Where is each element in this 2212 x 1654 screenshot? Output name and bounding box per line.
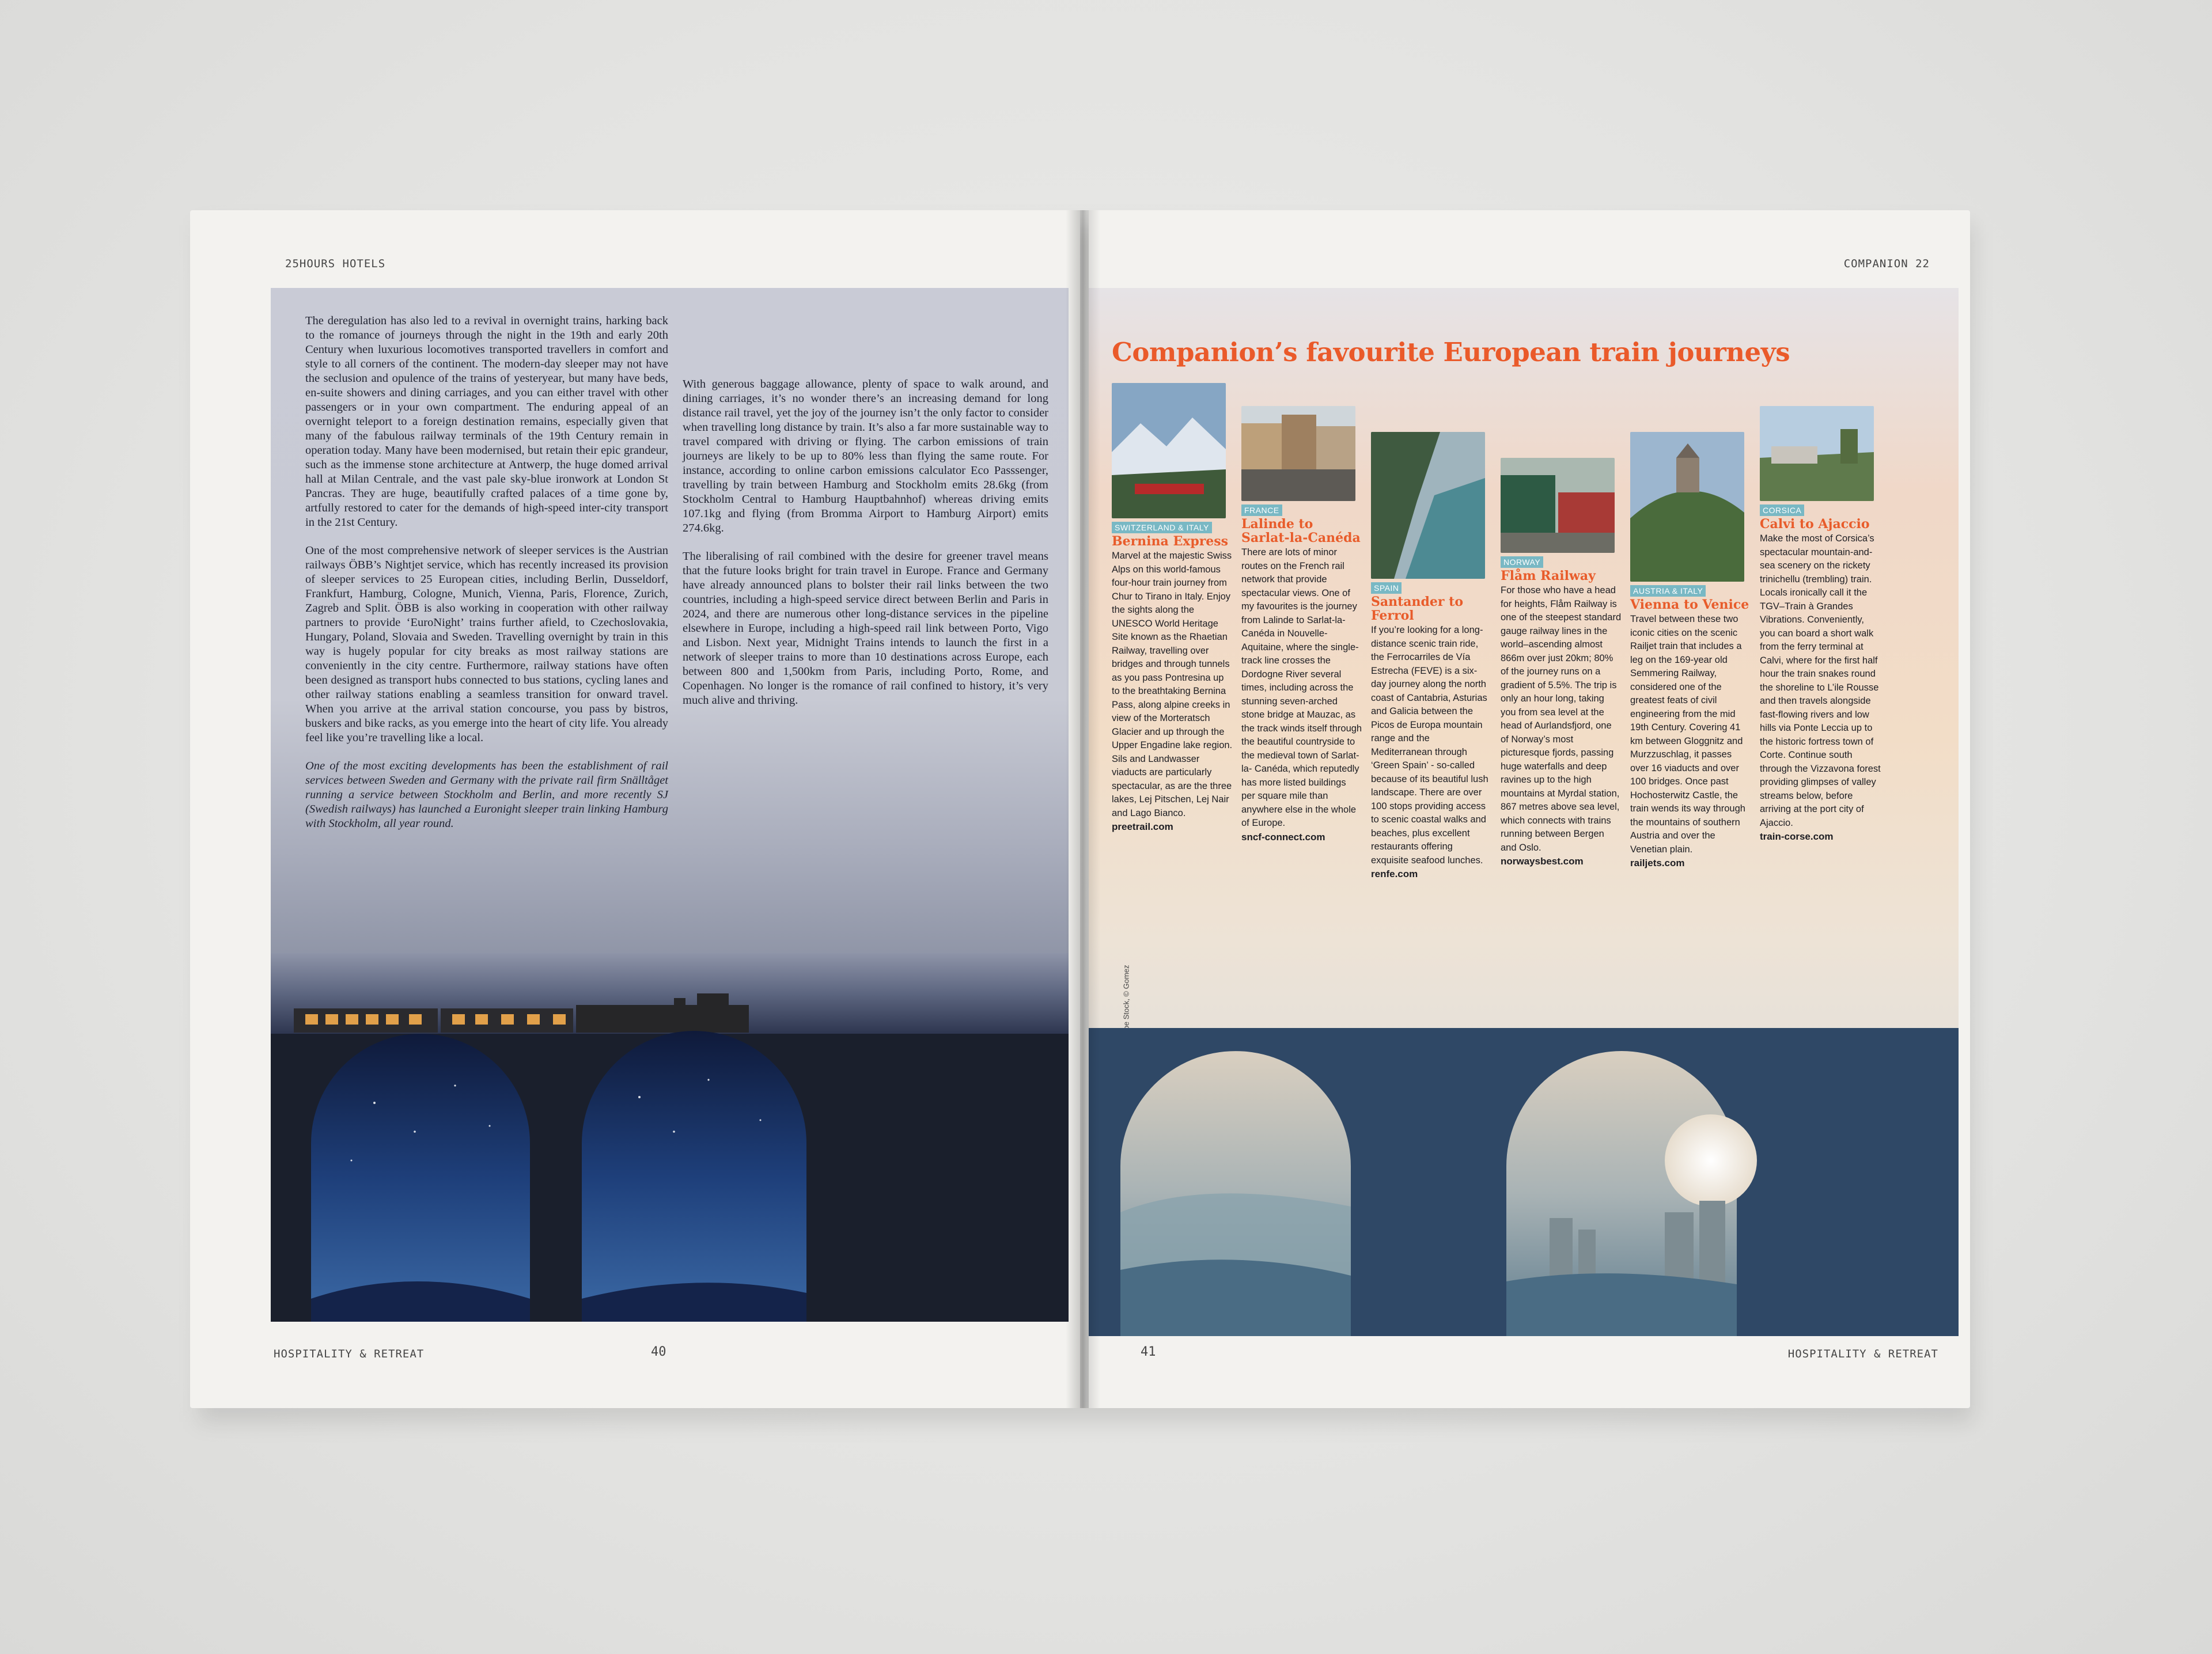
- paragraph: One of the most comprehensive network of sleeper services is the Austrian railways ÖBB’s Nightjet service, which has recently increased its provision of sleeper services to 25 European cities, including Berlin, Dusseldorf, Frankfurt, Hamburg, Cologne, Munich, Vienna, Paris, Florence, Zurich, Zagreb and Split. ÖBB is also working in cooperation with other railway partners to provide ‘EuroNight’ trains further afield, to Czechoslovakia, Hungary, Poland, Slovaia and Sweden. Travelling overnight by train in this way is hugely popular for city breaks as most railway stations are conveniently in the city centre. Furthermore, railway stations have often been designed as transport hubs connected to bus stations, cycling lanes and other railway stations enabling a seamless transition for onward travel. When you arrive at the arrival station concourse, you pass by bistros, buskers and bike racks, as you emerge into the heart of city life. You already feel like you’re travelling like a local.: [305, 544, 668, 744]
- country-tag: SPAIN: [1371, 582, 1402, 594]
- page-headline: Companion’s favourite European train journeys: [1112, 337, 1790, 367]
- journey-url: sncf-connect.com: [1241, 831, 1325, 843]
- country-tag: NORWAY: [1501, 556, 1543, 568]
- left-running-foot: HOSPITALITY & RETREAT: [274, 1348, 425, 1360]
- journey-title: Lalinde to Sarlat-la-Canéda: [1241, 517, 1361, 545]
- journey-card: [1501, 458, 1622, 867]
- journey-description: Make the most of Corsica’s spectacular mountain-and-sea scenery on the rickety trinichellu (trembling) train. Locals ironically call it the TGV–Train à Grandes Vibrations. Conveniently, you can board a short walk from the ferry terminal at Calvi, where for the first half hour the train snakes round the shoreline to L’ile Rousse and then travels alongside fast-flowing rivers and low hills via Ponte Leccia up to the historic fortress town of Corte. Continue south through the Vizzavona forest providing glimpses of valley streams below, before arriving at the port city of Ajaccio.: [1760, 533, 1881, 828]
- journey-photo: [1630, 432, 1744, 582]
- right-folio: 41: [1141, 1345, 1156, 1359]
- left-folio: 40: [651, 1345, 666, 1359]
- journey-card: [1112, 383, 1233, 833]
- journey-photo: [1241, 406, 1355, 501]
- journey-photo: [1112, 383, 1226, 518]
- journey-card: [1760, 406, 1881, 843]
- left-running-head: 25HOURS HOTELS: [285, 257, 386, 270]
- country-tag: FRANCE: [1241, 504, 1282, 516]
- newspaper-spread: [190, 210, 1970, 1408]
- journey-photo: [1371, 432, 1485, 579]
- paragraph: One of the most exciting developments has been the establishment of rail services between Sweden and Germany with the private rail firm Snälltåget running a service between Stockholm and Berlin, and more recently SJ (Swedish railways) has launched a Euronight sleeper train linking Hamburg with Stockholm, all year round.: [305, 760, 668, 830]
- journey-url: train-corse.com: [1760, 831, 1834, 842]
- journey-card: [1630, 432, 1751, 869]
- journey-title: Vienna to Venice: [1630, 597, 1749, 612]
- left-page: [190, 210, 1080, 1408]
- journey-title: Santander to Ferrol: [1371, 594, 1464, 623]
- journey-title: Flåm Railway: [1501, 568, 1596, 583]
- journey-url: preetrail.com: [1112, 821, 1173, 832]
- paragraph: With generous baggage allowance, plenty of space to walk around, and dining carriages, it’s no wonder there’s an increasing demand for long distance rail travel, yet the joy of the journey isn’t the only factor to consider when travelling long distance by train. It’s also a far more sustainable way to travel compared with driving or flying. The carbon emissions of train journeys are likely to be up to 80% less than flying the same route. For instance, according to online carbon emissions calculator Eco Passsenger, travelling by train between Hamburg and Stockholm emits 28.6kg (from Stockholm Central to Hamburg Hauptbahnhof) whereas driving emits 107.1kg and flying (from Bromma Airport to Hamburg Airport) emits 274.6kg.: [683, 378, 1048, 534]
- journey-description: Travel between these two iconic cities on the scenic Railjet train that includes a leg on the 169-year old Semmering Railway, considered one of the greatest feats of civil engineering from the mid 19th Century. Covering 41 km between Gloggnitz and Murzzuschlag, it passes over 16 viaducts and over 100 bridges. Once past Hochosterwitz Castle, the train wends its way through the mountains of southern Austria and over the Venetian plain.: [1630, 614, 1745, 855]
- left-column-2: [683, 377, 1048, 722]
- journey-description: If you’re looking for a long-distance scenic train ride, the Ferrocarriles de Vía Estrecha (FEVE) is a six-day journey along the north coast of Cantabria, Asturias and Galicia between the Picos de Europa mountain range and the Mediterranean through ‘Green Spain’ - so-called because of its beautiful lush landscape. There are over 100 stops providing access to scenic coastal walks and beaches, plus excellent restaurants offering exquisite seafood lunches.: [1371, 625, 1488, 866]
- night-viaduct-illustration: [271, 953, 1069, 1322]
- country-tag: AUSTRIA & ITALY: [1630, 585, 1706, 597]
- country-tag: SWITZERLAND & ITALY: [1112, 522, 1212, 533]
- journey-title: Calvi to Ajaccio: [1760, 517, 1870, 532]
- journey-photo: [1760, 406, 1874, 501]
- dawn-viaduct-illustration: [1089, 1028, 1959, 1336]
- paragraph: The liberalising of rail combined with the desire for greener travel means that the future looks bright for train travel in Europe. France and Germany have already announced plans to bolster their rail links between the two countries, including a high-speed service direct between Berlin and Paris in 2024, and there are numerous other long-distance services in the pipeline elsewhere in Europe, including a high-speed rail link between Porto, Vigo and Lisbon. Next year, Midnight Trains intends to launch the first in a network of sleeper trains to more than 10 destinations across Europe, each between 800 and 1,500km from Paris, including Porto, Rome, and Copenhagen. No longer is the romance of rail confined to history, it’s very much alive and thriving.: [683, 550, 1048, 707]
- journey-title: Bernina Express: [1112, 534, 1229, 549]
- journey-url: renfe.com: [1371, 868, 1418, 879]
- right-page: [1089, 210, 1970, 1408]
- right-running-head: COMPANION 22: [1843, 257, 1930, 270]
- journey-description: Marvel at the majestic Swiss Alps on this world-famous four-hour train journey from Chur to Tirano in Italy. Enjoy the sights along the UNESCO World Heritage Site known as the Rhaetian Railway, travelling over bridges and through tunnels as you pass Pontresina up to the breathtaking Bernina Pass, along alpine creeks in view of the Morteratsch Glacier and up through the Upper Engadine lake region. Sils and Landwasser viaducts are particularly spectacular, as are the three lakes, Lej Pitschen, Lej Nair and Lago Bianco.: [1112, 551, 1233, 818]
- journey-url: railjets.com: [1630, 858, 1685, 868]
- center-fold: [1066, 210, 1100, 1408]
- journey-photo: [1501, 458, 1615, 553]
- country-tag: CORSICA: [1760, 504, 1804, 516]
- paragraph: The deregulation has also led to a revival in overnight trains, harking back to the romance of journeys through the night in the 19th and early 20th Century when luxurious locomotives transported travellers in comfort and style to all corners of the continent. The modern-day sleeper may not have the seclusion and opulence of the trains of yesteryear, but many have beds, en-suite showers and dining carriages, and you can either travel with other passengers or in your own compartment. The enduring appeal of an overnight teleport to a foreign destination remains, especially given that many of the fabulous railway terminals of the 19th Century remain in operation today. Many have been modernised, but retain their epic grandeur, such as the immense stone architecture at Antwerp, the huge domed arrival hall at Milan Centrale, and the vast pale sky-blue ironwork at London St Pancras. They are huge, beautifully crafted palaces of a time gone by, artfully restored to cater for the demands of high-speed inter-city transport in the 21st Century.: [305, 314, 668, 529]
- journey-url: norwaysbest.com: [1501, 856, 1584, 867]
- journey-card: [1241, 406, 1362, 843]
- journey-card: [1371, 432, 1492, 880]
- journey-description: For those who have a head for heights, Flåm Railway is one of the steepest standard gauge railway lines in the world–ascending almost 866m over just 20km; 80% of the journey runs on a gradient of 5.5%. The trip is only an hour long, taking you from sea level at the head of Aurlandsfjord, one of Norway’s most picturesque fjords, passing huge waterfalls and deep ravines up to the high mountains at Myrdal station, 867 metres above sea level, which connects with trains running between Bergen and Oslo.: [1501, 585, 1622, 853]
- left-column-1: [305, 314, 668, 845]
- right-running-foot: HOSPITALITY & RETREAT: [1787, 1348, 1938, 1360]
- journey-description: There are lots of minor routes on the French rail network that provide spectacular views. One of my favourites is the journey from Lalinde to Sarlat-la-Canéda in Nouvelle-Aquitaine, where the single-track line crosses the Dordogne River several times, including across the stunning seven-arched stone bridge at Mauzac, as the track winds itself through the beautiful countryside to the medieval town of Sarlat-la- Canéda, which reputedly has more listed buildings per square mile than anywhere else in the whole of Europe.: [1241, 547, 1362, 828]
